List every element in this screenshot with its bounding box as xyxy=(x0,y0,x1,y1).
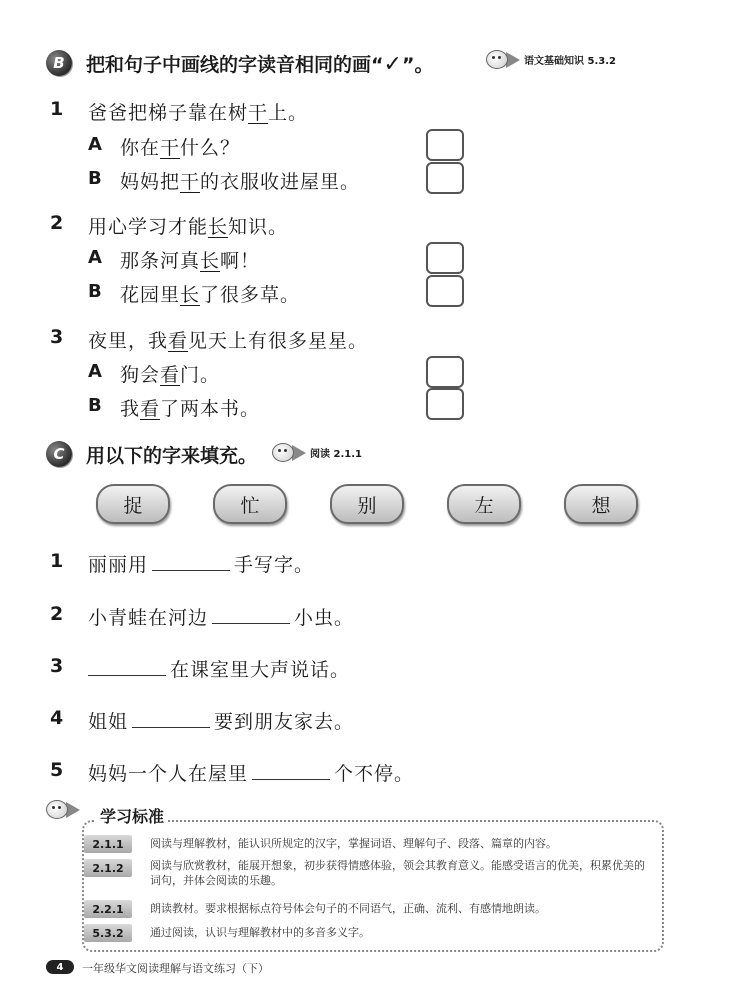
standard-code: 2.1.1 xyxy=(84,835,132,853)
fill-sentence: 妈妈一个人在屋里 个不停。 xyxy=(88,763,415,785)
fill-sentence: 在课室里大声说话。 xyxy=(84,655,350,682)
mascot-face-icon xyxy=(46,800,68,819)
section-b-code: 语文基础知识 5.3.2 xyxy=(524,56,616,67)
fill-blank[interactable] xyxy=(252,778,330,780)
question-sentence: 夜里，我看见天上有很多星星。 xyxy=(88,330,369,352)
standards-mascot xyxy=(46,800,84,819)
standard-text: 阅读与欣赏教材，能展开想象，初步获得情感体验，领会其教育意义。能感受语言的优美，积累优美的词句，并体会阅读的乐趣。 xyxy=(150,859,645,887)
check-mark-icon: ✓ xyxy=(383,52,402,77)
answer-checkbox[interactable] xyxy=(426,129,464,161)
quote-close: ”。 xyxy=(401,54,434,76)
answer-checkbox[interactable] xyxy=(426,275,464,307)
megaphone-icon xyxy=(292,445,306,461)
page-number: 4 xyxy=(46,960,74,974)
option-letter: B xyxy=(88,168,102,189)
fill-blank[interactable] xyxy=(152,569,230,571)
mascot-code-c xyxy=(272,443,362,462)
fill-number: 1 xyxy=(50,550,64,572)
mascot-face-icon xyxy=(486,50,508,69)
question-sentence: 爸爸把梯子靠在树干上。 xyxy=(88,102,309,124)
fill-number: 3 xyxy=(50,655,64,677)
option-sentence: 花园里长了很多草。 xyxy=(120,284,301,306)
section-b-title-text: 把和句子中画线的字读音相同的画 xyxy=(86,54,372,76)
standards-title: 学习标准 xyxy=(96,804,168,827)
fill-sentence: 丽丽用 手写字。 xyxy=(88,554,315,576)
answer-checkbox[interactable] xyxy=(426,162,464,194)
answer-checkbox[interactable] xyxy=(426,356,464,388)
section-c-code: 阅读 2.1.1 xyxy=(310,449,362,460)
option-letter: B xyxy=(88,395,102,416)
option-sentence: 你在干什么？ xyxy=(120,137,241,159)
standard-code: 5.3.2 xyxy=(84,924,132,942)
question-number: 3 xyxy=(50,326,64,348)
option-sentence: 我看了两本书。 xyxy=(120,398,261,420)
word-choice: 捉 xyxy=(96,484,170,524)
answer-checkbox[interactable] xyxy=(426,388,464,420)
fill-blank[interactable] xyxy=(132,726,210,728)
fill-number: 5 xyxy=(50,759,64,781)
standard-code: 2.1.2 xyxy=(84,859,132,877)
option-sentence: 那条河真长啊！ xyxy=(120,250,261,272)
word-choice: 想 xyxy=(564,484,638,524)
option-letter: A xyxy=(88,247,102,268)
fill-blank[interactable] xyxy=(88,674,166,676)
standard-text: 通过阅读，认识与理解教材中的多音多义字。 xyxy=(150,926,370,939)
option-letter: A xyxy=(88,134,102,155)
option-letter: B xyxy=(88,281,102,302)
word-choice: 别 xyxy=(330,484,404,524)
standard-code: 2.2.1 xyxy=(84,900,132,918)
word-choice: 左 xyxy=(447,484,521,524)
section-b-title xyxy=(86,50,433,77)
section-c-title: 用以下的字来填充。 xyxy=(86,445,258,467)
option-letter: A xyxy=(88,361,102,382)
megaphone-icon xyxy=(506,52,520,68)
megaphone-icon xyxy=(66,802,80,818)
option-sentence: 狗会看门。 xyxy=(120,364,221,386)
fill-blank[interactable] xyxy=(212,622,290,624)
section-b-badge: B xyxy=(46,50,72,76)
fill-sentence: 小青蛙在河边 小虫。 xyxy=(88,607,355,629)
section-c-badge: C xyxy=(46,441,72,467)
standard-text: 阅读与理解教材，能认识所规定的汉字，掌握词语、理解句子、段落、篇章的内容。 xyxy=(150,837,557,850)
fill-number: 2 xyxy=(50,603,64,625)
quote-open: “ xyxy=(371,54,384,76)
answer-checkbox[interactable] xyxy=(426,242,464,274)
book-title: 一年级华文阅读理解与语文练习（下） xyxy=(82,962,269,975)
question-number: 1 xyxy=(50,98,64,120)
fill-sentence: 姐姐 要到朋友家去。 xyxy=(88,711,355,733)
question-number: 2 xyxy=(50,212,64,234)
mascot-face-icon xyxy=(272,443,294,462)
fill-number: 4 xyxy=(50,707,64,729)
mascot-code-b xyxy=(486,50,616,69)
option-sentence: 妈妈把干的衣服收进屋里。 xyxy=(120,171,361,193)
word-choice: 忙 xyxy=(213,484,287,524)
question-sentence: 用心学习才能长知识。 xyxy=(88,216,289,238)
standard-text: 朗读教材。要求根据标点符号体会句子的不同语气，正确、流利、有感情地朗读。 xyxy=(150,902,546,915)
